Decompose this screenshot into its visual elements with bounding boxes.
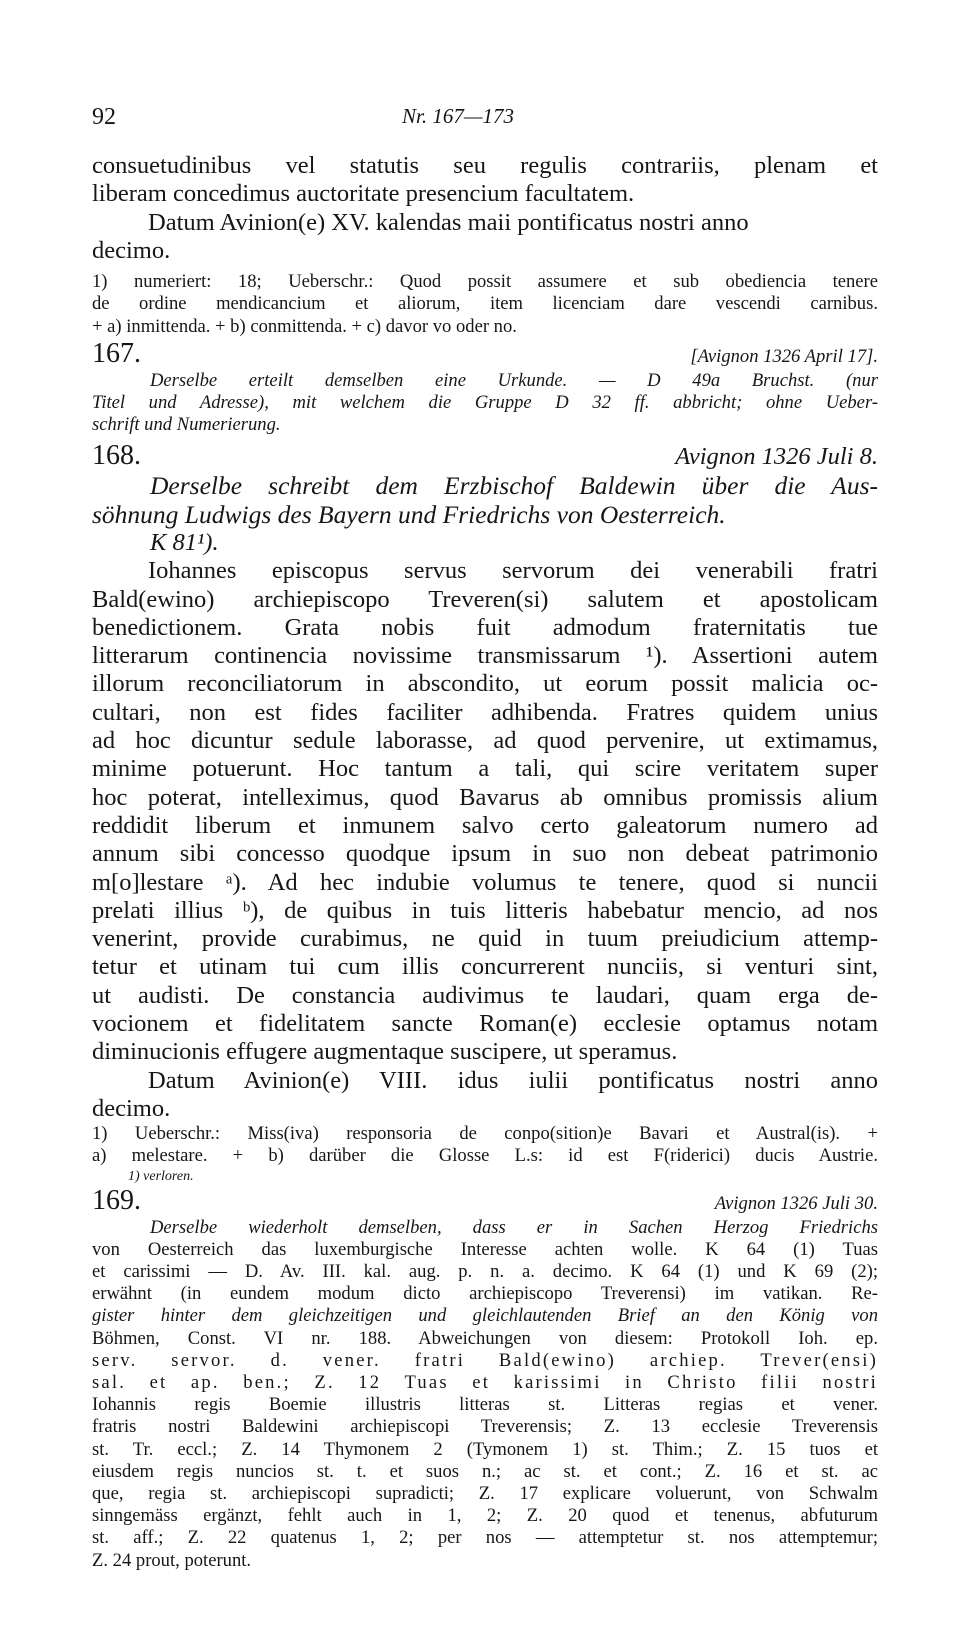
document-title-line: Derselbe schreibt dem Erzbischof Baldewin über die Aus- [150,472,878,501]
text-line: reddidit liberum et inmunem salvo certo galeatorum numero ad [92,811,878,839]
page-number: 92 [92,104,116,130]
footnote-line: + a) inmittenda. + b) conmittenda. + c) davor vo oder no. [92,315,517,337]
regest-line: Derselbe wiederholt demselben, dass er in Sachen Herzog Friedrichs [150,1216,878,1238]
regest-line: erwähnt (in eundem modum dicto archiepiscopo Treverensi) im vatikan. Re- [92,1283,878,1305]
place-date: Avignon 1326 Juli 8. [675,443,878,471]
datum-line: decimo. [92,1094,171,1122]
document-169-heading [92,1185,878,1217]
text-line: liberam concedimus auctoritate presencium facultatem. [92,180,635,208]
regest-line: fratris nostri Baldewini archiepiscopi Treverensis; Z. 13 ecclesie Treverensis [92,1416,878,1438]
text-line: vocionem et fidelitatem sancte Roman(e) ecclesie optamus notam [92,1010,878,1038]
subnote-line: 1) verloren. [128,1168,194,1184]
regest-line: von Oesterreich das luxemburgische Interesse achten wolle. K 64 (1) Tuas [92,1238,878,1260]
text-line: prelati illius ᵇ), de quibus in tuis litteris habebatur mencio, ad nos [92,896,878,924]
footnote-line: 1) Ueberschr.: Miss(iva) responsoria de conpo(sition)e Bavari et Austral(is). + [92,1123,878,1145]
regest-line: st. Tr. eccl.; Z. 14 Thymonem 2 (Tymonem 1) st. Thim.; Z. 15 tuos et [92,1438,878,1460]
regest-line: que, regia st. archiepiscopi supradicti; Z. 17 explicare voluerunt, von Schwalm [92,1483,878,1505]
text-line: venerint, provide curabimus, ne quid in tuum preiudicium attemp- [92,925,878,953]
regest-line: Iohannis regis Boemie illustris litteras st. Litteras regias et vener. [92,1394,878,1416]
text-line: hoc poterat, intelleximus, quod Bavarus ab omnibus promissis alium [92,783,878,811]
regest-line: et carissimi — D. Av. III. kal. aug. p. n. a. decimo. K 64 (1) und K 69 (2); [92,1261,878,1283]
page-body [92,152,878,1572]
text-line: tetur et utinam tui cum illis concurrerent nunciis, si venturi sint, [92,953,878,981]
place-date: [Avignon 1326 April 17]. [690,345,878,367]
regest-line: sinngemäss ergänzt, fehlt auch in 1, 2; Z. 20 quod et tenenus, abfuturum [92,1505,878,1527]
datum-line: Datum Avinion(e) VIII. idus iulii pontificatus nostri anno [148,1066,878,1094]
regest-line: eiusdem regis nuncios st. t. et suos n.; ac st. et cont.; Z. 16 et st. ac [92,1460,878,1482]
regest-line: st. aff.; Z. 22 quatenus 1, 2; per nos — attemptetur st. nos attemptemur; [92,1527,878,1549]
datum-line: Datum Avinion(e) XV. kalendas maii pontificatus nostri anno [148,208,749,236]
footnote-line: de ordine mendicancium et aliorum, item licenciam dare vescendi carnibus. [92,293,878,315]
place-date: Avignon 1326 Juli 30. [714,1192,878,1214]
document-title-line: söhnung Ludwigs des Bayern und Friedrichs von Oesterreich. [92,500,726,529]
document-number: 169. [92,1184,141,1216]
document-168-heading [92,440,878,472]
document-167-heading [92,338,878,370]
text-line: ad hoc dicuntur sedule laborasse, ad quod pervenire, ut extimamus, [92,727,878,755]
document-number: 168. [92,440,141,472]
regest-line: Titel und Adresse), mit welchem die Gruppe D 32 ff. abbricht; ohne Ueber- [92,392,878,413]
regest-line: Böhmen, Const. VI nr. 188. Abweichungen von diesem: Protokoll Ioh. ep. [92,1327,878,1349]
running-title: Nr. 167—173 [402,104,515,128]
text-line: m[o]lestare ᵃ). Ad hec indubie volumus te tenere, quod si nuncii [92,868,878,896]
text-line: benedictionem. Grata nobis fuit admodum fraternitatis tue [92,613,878,641]
regest-line: Z. 24 prout, poterunt. [92,1549,252,1571]
text-line: litterarum continencia novissime transmissarum ¹). Assertioni autem [92,642,878,670]
regest-line: gister hinter dem gleichzeitigen und gleichlautenden Brief an den König von [92,1305,878,1327]
regest-line: Derselbe erteilt demselben eine Urkunde. — D 49a Bruchst. (nur [150,369,878,391]
footnote-line: a) melestare. + b) darüber die Glosse L.s: id est F(riderici) ducis Austrie. [92,1145,878,1167]
datum-line: decimo. [92,236,171,264]
text-line: annum sibi concesso quodque ipsum in suo non debeat patrimonio [92,840,878,868]
text-line: diminucionis effugere augmentaque suscipere, ut speramus. [92,1038,678,1066]
text-line: minime potuerunt. Hoc tantum a tali, qui scire veritatem super [92,755,878,783]
text-line: illorum reconciliatorum in abscondito, ut eorum possit malicia oc- [92,670,878,698]
regest-line: sal. et ap. ben.; Z. 12 Tuas et karissimi in Christo filii nostri [92,1372,878,1394]
footnote-line: 1) numeriert: 18; Ueberschr.: Quod possit assumere et sub obediencia tenere [92,271,878,293]
text-line: Iohannes episcopus servus servorum dei venerabili fratri [148,557,878,585]
page-header [92,104,878,134]
regest-line: schrift und Numerierung. [92,414,281,436]
text-line: Bald(ewino) archiepiscopo Treveren(si) salutem et apostolicam [92,585,878,613]
regest-line: serv. servor. d. vener. fratri Bald(ewino) archiep. Trever(ensi) [92,1349,878,1371]
document-number: 167. [92,337,141,369]
source-reference: K 81¹). [150,529,219,556]
text-line: consuetudinibus vel statutis seu regulis contrariis, plenam et [92,152,878,179]
text-line: ut audisti. De constancia audivimus te laudari, quam erga de- [92,981,878,1009]
text-line: cultari, non est fides faciliter adhibenda. Fratres quidem unius [92,698,878,726]
